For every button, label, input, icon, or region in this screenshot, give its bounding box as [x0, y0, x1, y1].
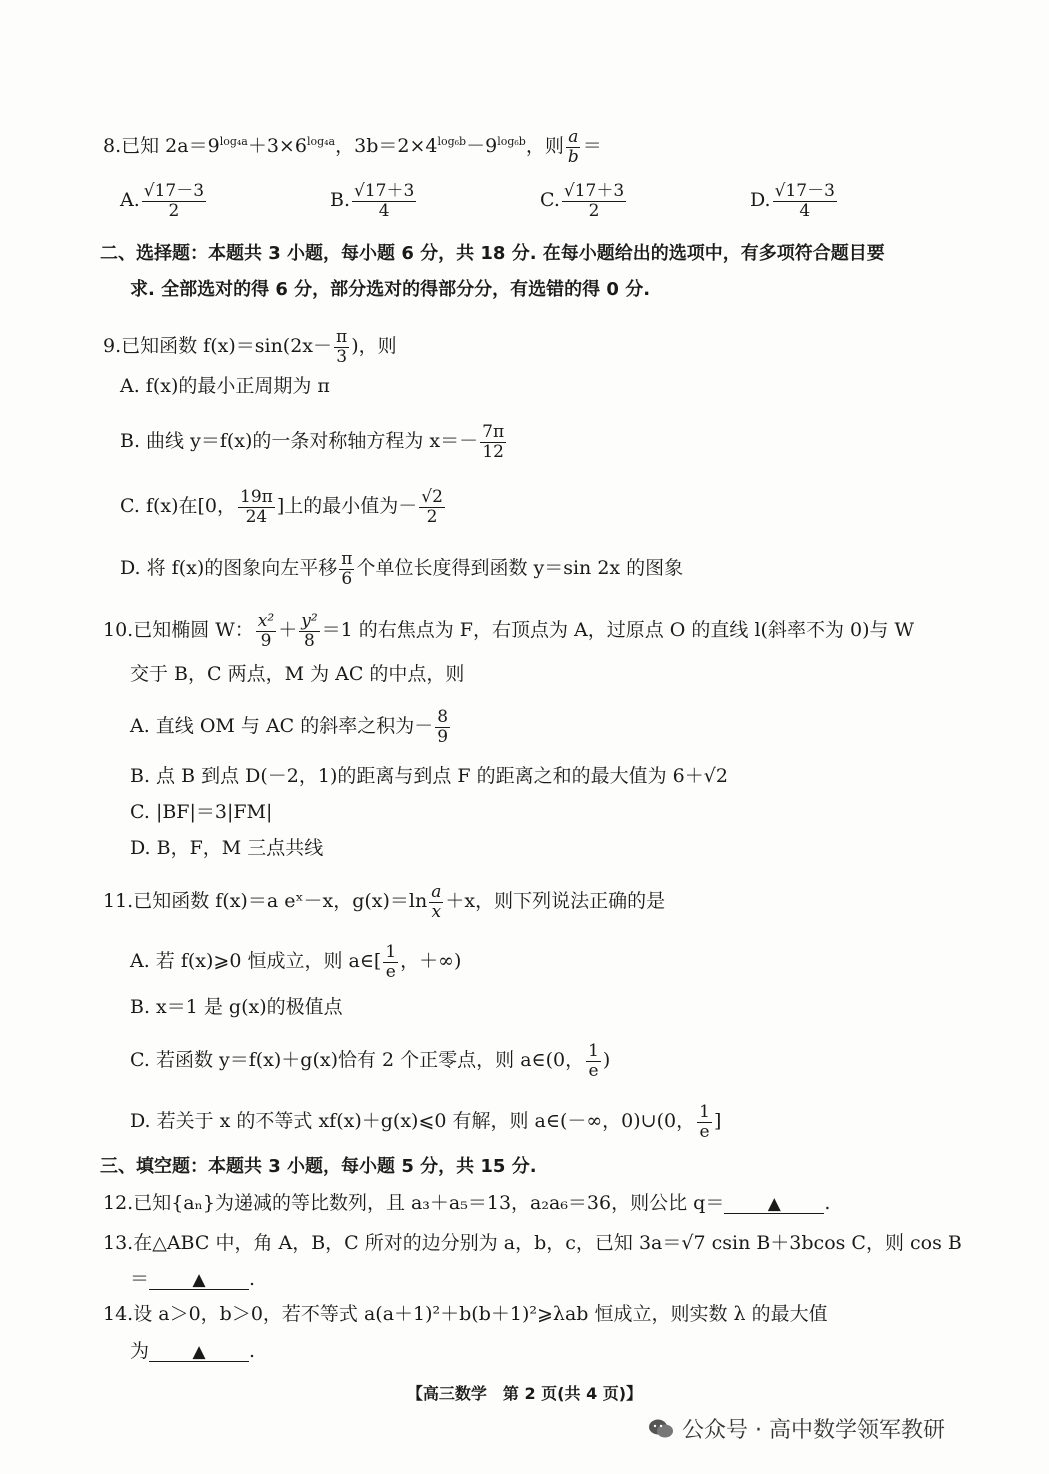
q9-option-c [120, 488, 447, 526]
q11c-text-1: C. 若函数 y＝f(x)＋g(x)恰有 2 个正零点，则 a∈(0， [130, 1049, 585, 1072]
q8-text-2: ＋3×6 [247, 135, 307, 158]
q9b-fraction [480, 423, 506, 461]
q14-line2 [130, 1342, 255, 1362]
frac-den: 4 [378, 200, 390, 221]
q11-fraction [429, 883, 443, 921]
q9c-text-2: ]上的最小值为－ [276, 495, 418, 518]
q9-text-2: )，则 [351, 335, 397, 358]
q11-option-c [130, 1042, 610, 1080]
option-fraction [773, 182, 837, 220]
frac-num: √17＋3 [563, 181, 625, 201]
frac-num: √17－3 [774, 181, 835, 201]
q12-answer-blank[interactable]: ▲ [724, 1196, 824, 1214]
q9b-text-1: B. 曲线 y＝f(x)的一条对称轴方程为 x＝－ [120, 430, 479, 453]
q8-option-b [330, 182, 418, 220]
frac-den: e [588, 1060, 599, 1081]
frac-den: 8 [304, 630, 315, 651]
q13-answer-blank[interactable]: ▲ [149, 1272, 249, 1290]
frac-num: π [336, 327, 348, 347]
q11c-fraction [586, 1042, 601, 1080]
q10-option-c: C. |BF|＝3|FM| [130, 801, 273, 823]
frac-den: 12 [482, 441, 504, 462]
q11c-text-2: ) [602, 1049, 611, 1072]
q11a-text-2: ，＋∞) [400, 950, 462, 973]
frac-den: 2 [426, 506, 438, 527]
q14-line1: 14.设 a＞0，b＞0，若不等式 a(a＋1)²＋b(b＋1)²⩾λab 恒成立，则实数 λ 的最大值 [103, 1303, 828, 1325]
frac-den: 3 [336, 346, 348, 367]
q10-option-b: B. 点 B 到点 D(－2，1)的距离与到点 F 的距离之和的最大值为 6＋√2 [130, 765, 728, 787]
q8-fraction [566, 128, 581, 166]
frac-den: 9 [437, 726, 449, 747]
q12-end: . [824, 1192, 831, 1214]
frac-den: 2 [168, 200, 180, 221]
frac-num: √17＋3 [354, 181, 415, 201]
q9-option-d [120, 550, 683, 588]
q13-eq: ＝ [130, 1268, 150, 1290]
section2-heading-line2: 求. 全部选对的得 6 分，部分选对的得部分分，有选错的得 0 分. [130, 279, 651, 300]
q8-option-a [120, 182, 208, 220]
q8-sup-3: log₆b [437, 134, 467, 148]
q12 [103, 1194, 830, 1214]
q10-text-1: 10.已知椭圆 W： [103, 619, 254, 642]
q14-answer-blank[interactable]: ▲ [149, 1344, 249, 1362]
frac-den: b [567, 146, 579, 167]
frac-num: 1 [699, 1102, 710, 1122]
q8-text-4: －9 [466, 135, 498, 158]
q11d-text-1: D. 若关于 x 的不等式 xf(x)＋g(x)⩽0 有解，则 a∈(－∞，0)∪(0， [130, 1110, 696, 1133]
option-label: D. [750, 189, 771, 212]
q11-option-d [130, 1103, 721, 1141]
frac-num: 1 [385, 942, 397, 962]
option-label: C. [540, 189, 560, 212]
frac-num: √17－3 [143, 181, 205, 201]
frac-den: 4 [799, 200, 811, 221]
q11d-text-2: ] [713, 1110, 722, 1133]
q8-sup-1: log₄a [219, 134, 248, 148]
q13-end: . [249, 1268, 256, 1290]
q11-text-2: ＋x，则下列说法正确的是 [445, 890, 666, 913]
frac-num: √2 [421, 487, 443, 507]
q9d-text-2: 个单位长度得到函数 y＝sin 2x 的图象 [356, 557, 684, 580]
frac-den: e [699, 1121, 710, 1142]
frac-num: π [341, 549, 353, 569]
q11a-fraction [383, 943, 398, 981]
q8-sup-4: log₆b [497, 134, 526, 148]
q9c-fraction-1 [238, 488, 275, 526]
frac-den: x [431, 901, 442, 922]
option-label: A. [120, 189, 140, 212]
q10-fraction-2 [299, 612, 319, 650]
q9d-text-1: D. 将 f(x)的图象向左平移 [120, 557, 338, 580]
q10a-fraction [435, 708, 450, 746]
q9-option-b [120, 423, 508, 461]
q10-fraction-1 [256, 612, 276, 650]
q8-option-d [750, 182, 839, 220]
q8-option-c [540, 182, 628, 220]
frac-den: e [385, 961, 396, 982]
q9c-fraction-2 [419, 488, 445, 526]
q14-end: . [249, 1340, 256, 1362]
section3-heading: 三、填空题：本题共 3 小题，每小题 5 分，共 15 分. [100, 1156, 537, 1177]
q8-stem [103, 128, 602, 166]
q9c-text-1: C. f(x)在[0， [120, 495, 237, 518]
q8-text-3: ，3b＝2×4 [335, 135, 438, 158]
frac-num: a [431, 882, 442, 902]
frac-den: 6 [341, 568, 353, 589]
q10-option-d: D. B，F，M 三点共线 [130, 837, 324, 859]
q11-option-a [130, 943, 461, 981]
q8-sup-2: log₄a [306, 134, 336, 148]
option-fraction [562, 182, 626, 220]
q11-option-b: B. x＝1 是 g(x)的极值点 [130, 996, 343, 1018]
q10-stem [103, 612, 914, 650]
q11-stem [103, 883, 665, 921]
watermark [648, 1413, 945, 1444]
q10-text-2: ＝1 的右焦点为 F，右顶点为 A，过原点 O 的直线 l(斜率不为 0)与 W [321, 619, 915, 642]
option-fraction [352, 182, 416, 220]
q8-text-1: 8.已知 2a＝9 [103, 135, 220, 158]
q10a-text: A. 直线 OM 与 AC 的斜率之积为－ [130, 715, 434, 738]
page-footer: 【高三数学 第 2 页(共 4 页)】 [406, 1384, 643, 1403]
option-label: B. [330, 189, 351, 212]
q11-text-1: 11.已知函数 f(x)＝a eˣ－x，g(x)＝ln [103, 890, 428, 913]
watermark-text: 公众号 · 高中数学领军教研 [682, 1418, 945, 1443]
frac-num: x² [257, 611, 275, 631]
frac-den: 2 [588, 200, 600, 221]
frac-den: 24 [245, 506, 268, 527]
q8-eq: ＝ [582, 135, 602, 158]
frac-den: 9 [260, 630, 272, 651]
q9-option-a: A. f(x)的最小正周期为 π [120, 375, 330, 397]
q13-line2 [130, 1270, 255, 1290]
frac-num: 19π [240, 487, 273, 507]
q9-fraction [334, 328, 349, 366]
q8-text-5: ，则 [525, 135, 564, 158]
frac-num: a [568, 127, 579, 147]
q9-text-1: 9.已知函数 f(x)＝sin(2x－ [103, 335, 333, 358]
frac-num: 1 [588, 1041, 599, 1061]
q9d-fraction [339, 550, 354, 588]
q11a-text-1: A. 若 f(x)⩾0 恒成立，则 a∈[ [130, 950, 382, 973]
section2-heading-line1: 二、选择题：本题共 3 小题，每小题 6 分，共 18 分. 在每小题给出的选项中，有多项符合题目要 [100, 243, 885, 264]
frac-num: y² [301, 611, 318, 631]
q11d-fraction [697, 1103, 712, 1141]
frac-num: 7π [482, 422, 505, 442]
option-fraction [142, 182, 206, 220]
q10-stem-line2: 交于 B，C 两点，M 为 AC 的中点，则 [130, 663, 465, 685]
q9-stem [103, 328, 397, 366]
q10-plus: ＋ [278, 619, 298, 642]
q13-line1: 13.在△ABC 中，角 A，B，C 所对的边分别为 a，b，c，已知 3a＝√7 csin B＋3bcos C，则 cos B [103, 1232, 962, 1254]
q14-prefix: 为 [130, 1340, 150, 1362]
wechat-icon [648, 1418, 674, 1440]
frac-num: 8 [437, 707, 449, 727]
q10-option-a [130, 708, 452, 746]
q12-text: 12.已知{aₙ}为递减的等比数列，且 a₃＋a₅＝13，a₂a₆＝36，则公比 q＝ [103, 1192, 725, 1214]
